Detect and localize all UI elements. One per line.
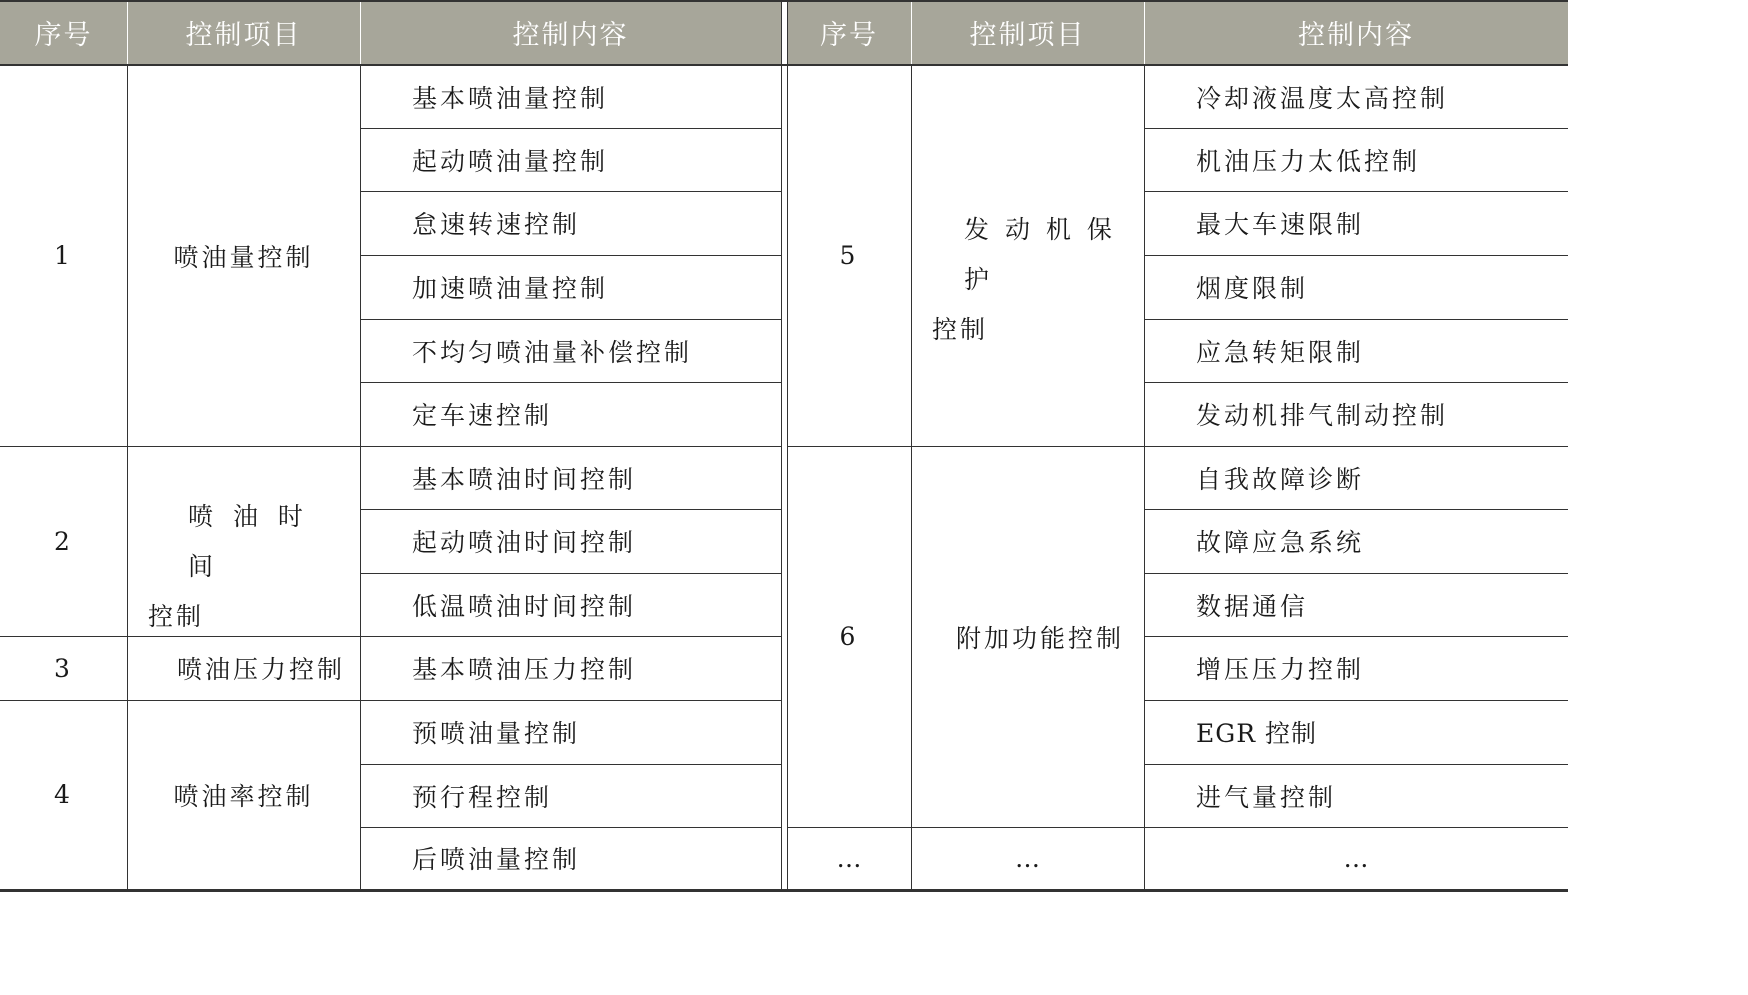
group-number: 6	[839, 622, 859, 651]
header-divider	[360, 0, 361, 65]
header-divider	[1144, 0, 1145, 65]
control-content: 机油压力太低控制	[1196, 146, 1421, 176]
control-content: EGR 控制	[1196, 719, 1317, 748]
control-content: 基本喷油时间控制	[412, 464, 637, 494]
control-content: 怠速转速控制	[412, 210, 581, 239]
header-right-content: 控制内容	[1298, 20, 1414, 51]
control-content: 增压压力控制	[1196, 655, 1365, 684]
group-number: 4	[54, 780, 73, 809]
control-content: 低温喷油时间控制	[412, 591, 637, 621]
control-content: 故障应急系统	[1196, 528, 1365, 557]
control-content: 后喷油量控制	[412, 845, 581, 874]
control-item	[932, 205, 1137, 355]
group-number: 3	[54, 653, 73, 683]
control-content: 起动喷油时间控制	[412, 528, 637, 557]
control-content: 发动机排气制动控制	[1196, 401, 1449, 430]
center-divider	[781, 0, 782, 892]
control-item	[148, 492, 348, 642]
header-right-item: 控制项目	[969, 20, 1086, 51]
control-content: 预行程控制	[412, 782, 553, 812]
bottom-rule	[0, 889, 1568, 892]
control-content: 冷却液温度太高控制	[1196, 83, 1449, 113]
control-content: 不均匀喷油量补偿控制	[412, 337, 693, 367]
ellipsis-content: …	[1343, 843, 1369, 873]
control-item-line: 喷 油 时 间	[188, 502, 309, 581]
control-content: 应急转矩限制	[1196, 337, 1365, 367]
ellipsis-number: …	[836, 843, 862, 873]
control-content: 预喷油量控制	[412, 719, 581, 748]
control-content: 起动喷油量控制	[412, 146, 609, 176]
control-content: 烟度限制	[1196, 274, 1309, 303]
control-item-line: 发 动 机 保 护	[964, 215, 1116, 294]
header-left-content: 控制内容	[512, 20, 629, 51]
control-item: 喷油量控制	[173, 242, 314, 272]
control-content: 定车速控制	[412, 401, 553, 430]
control-content: 最大车速限制	[1196, 210, 1365, 239]
header-divider	[911, 0, 912, 65]
header-left-no: 序号	[34, 20, 93, 51]
control-content: 自我故障诊断	[1196, 464, 1365, 494]
control-content: 基本喷油压力控制	[412, 655, 637, 684]
group-number: 1	[54, 241, 73, 270]
ellipsis-item: …	[1015, 843, 1040, 873]
control-content: 基本喷油量控制	[412, 83, 609, 113]
control-item: 附加功能控制	[956, 623, 1125, 653]
control-content: 进气量控制	[1196, 782, 1337, 812]
control-content: 数据通信	[1196, 591, 1309, 621]
group-number: 2	[54, 526, 73, 556]
group-number: 5	[839, 241, 859, 270]
control-item-line: 控制	[148, 602, 205, 631]
top-rule	[0, 0, 1568, 2]
header-divider	[127, 0, 128, 65]
header-left-item: 控制项目	[185, 20, 302, 51]
control-item: 喷油压力控制	[177, 655, 346, 684]
control-item: 喷油率控制	[173, 781, 314, 811]
header-right-no: 序号	[820, 20, 878, 51]
control-content: 加速喷油量控制	[412, 274, 609, 303]
control-item-line: 控制	[932, 315, 989, 344]
